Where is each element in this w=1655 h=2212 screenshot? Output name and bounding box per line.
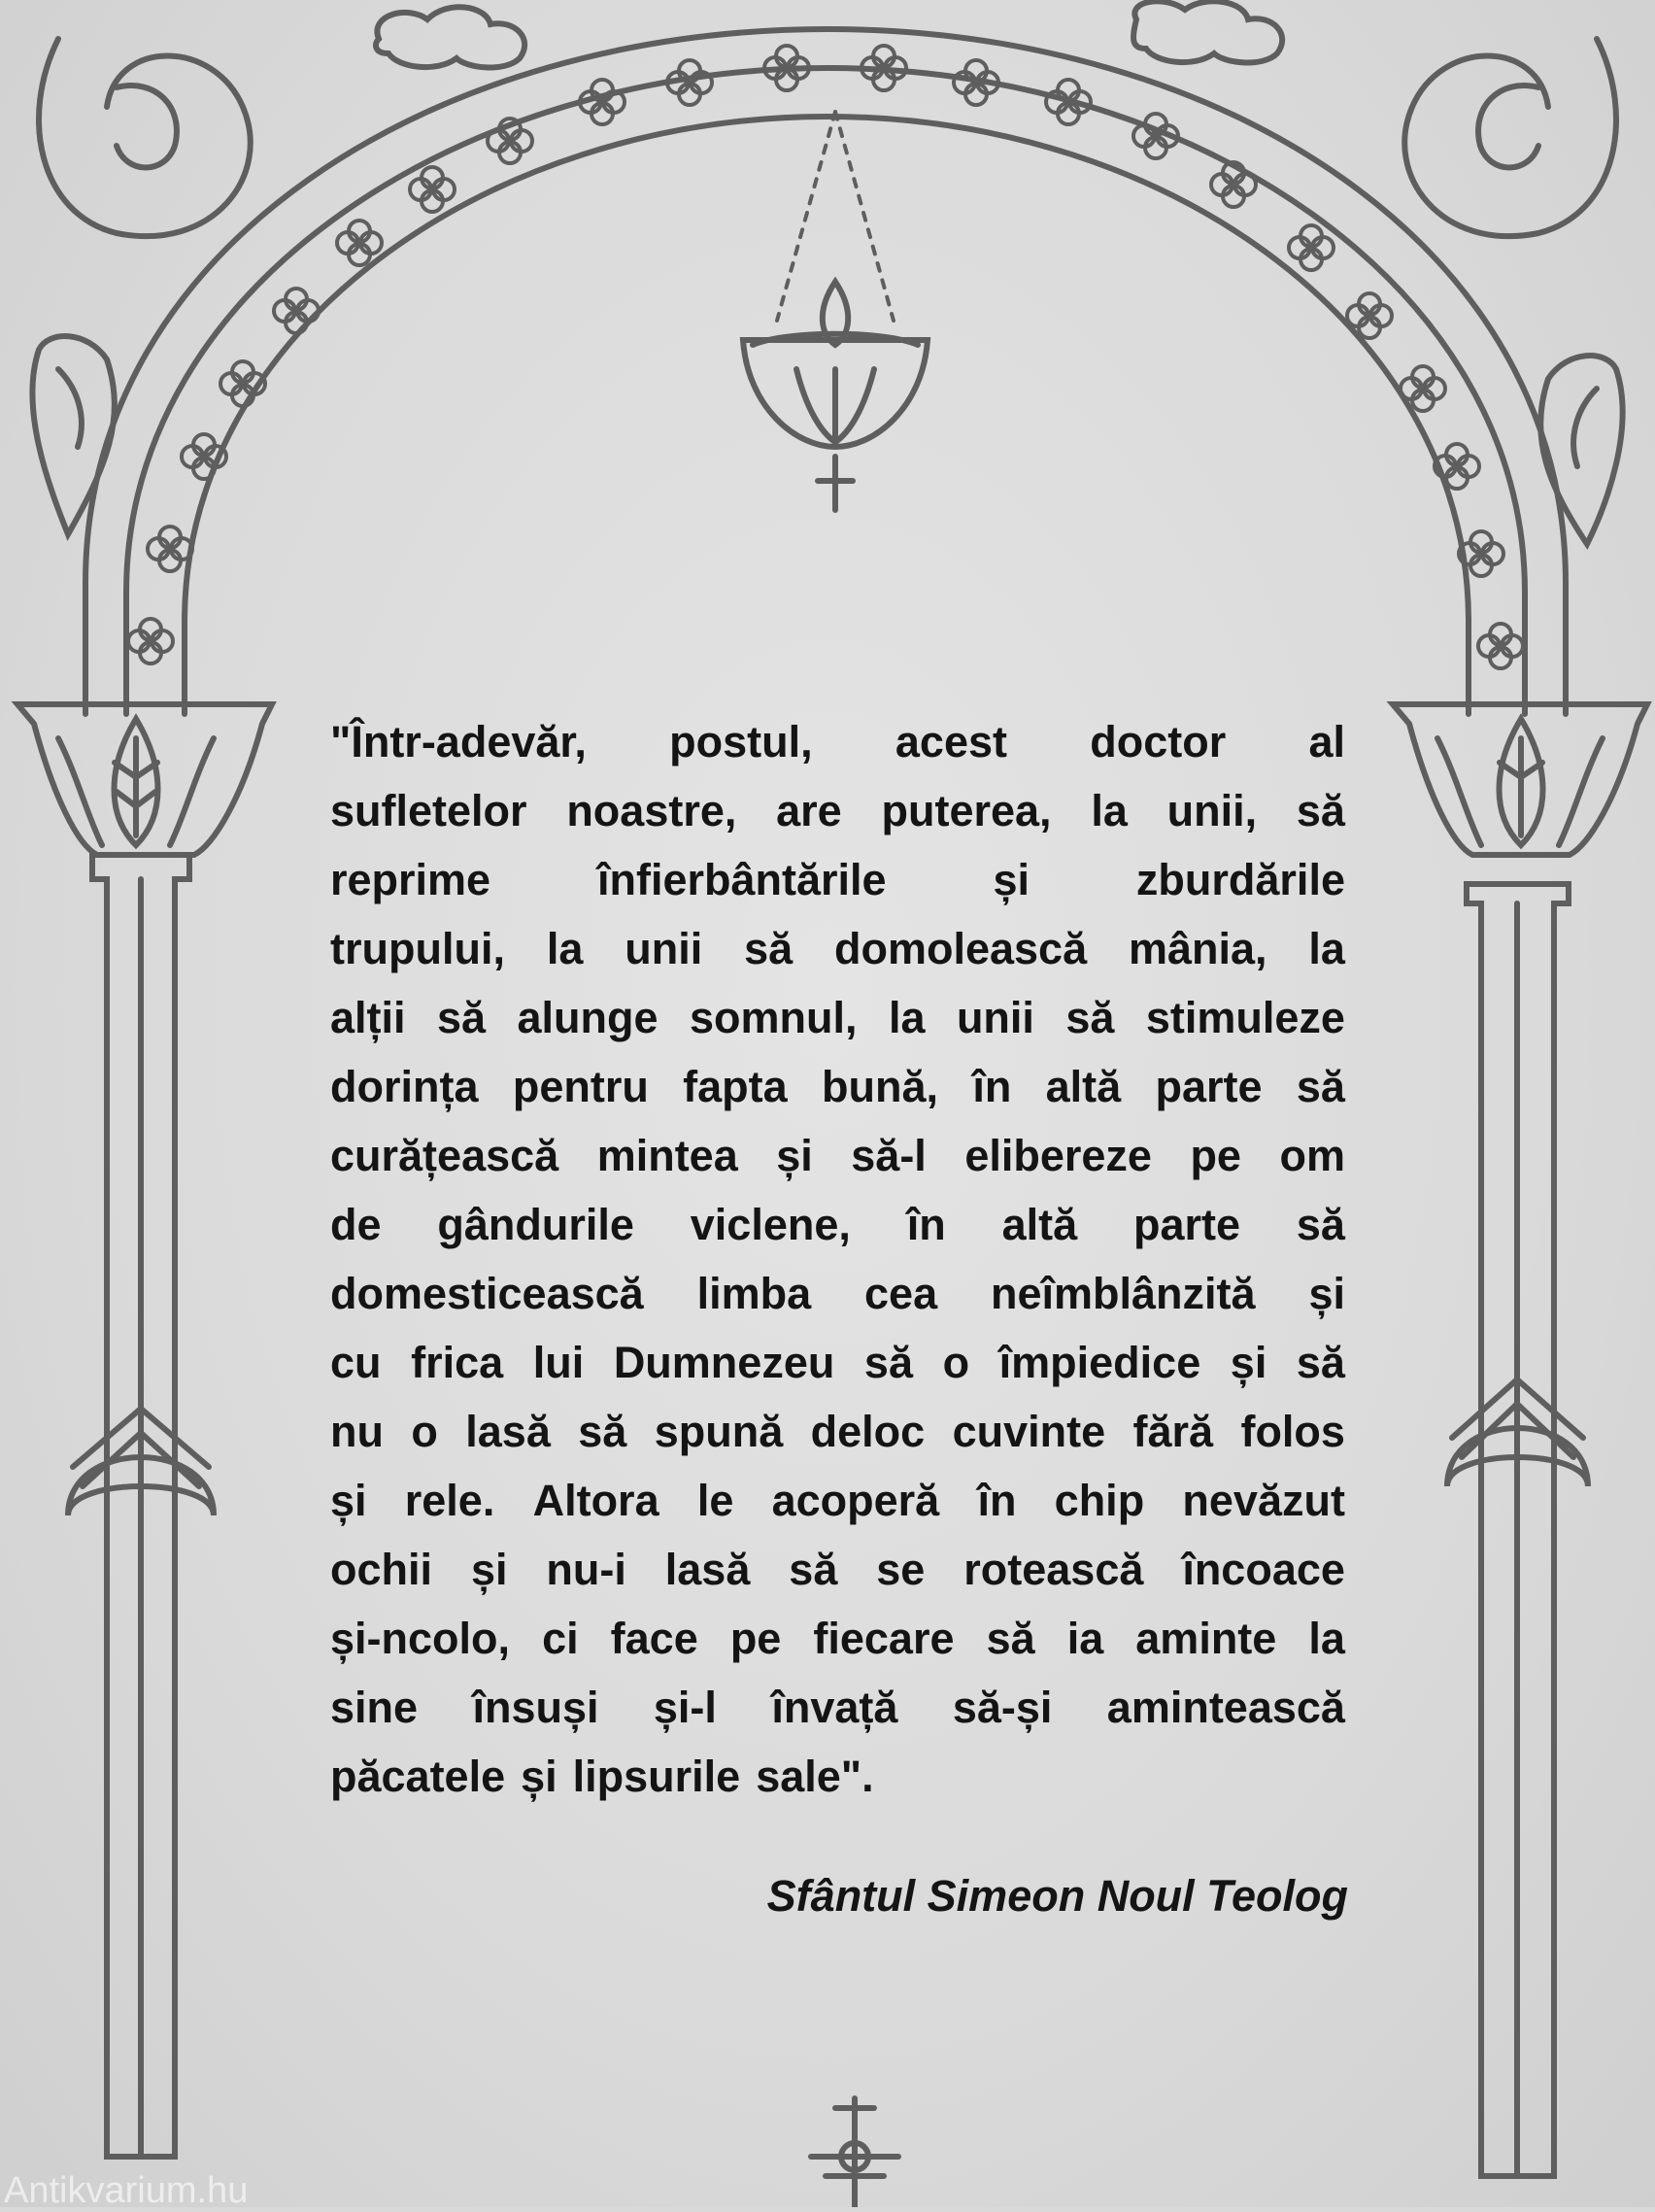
word: ochii: [330, 1545, 433, 1594]
quote-line: [330, 1673, 1345, 1742]
word: să: [1065, 993, 1115, 1042]
word: să: [436, 993, 487, 1042]
word: domolească: [833, 924, 1088, 973]
word: aminte: [1135, 1614, 1277, 1663]
quote-line: [330, 1259, 1345, 1328]
word: să: [1296, 1200, 1345, 1249]
word: să: [578, 1407, 627, 1456]
word: rele.: [404, 1476, 495, 1525]
arch-inner-band: [185, 117, 1469, 714]
word: și: [330, 1476, 367, 1525]
word: rotească: [963, 1545, 1144, 1594]
quote-line: [330, 776, 1345, 845]
word: pe: [729, 1614, 782, 1663]
word: acoperă: [771, 1476, 940, 1525]
word: altă: [1001, 1200, 1078, 1249]
word: cea: [864, 1269, 938, 1318]
word: o: [942, 1338, 970, 1387]
word: face: [610, 1614, 698, 1663]
word: lipsurile: [572, 1752, 741, 1801]
word: lui: [532, 1338, 585, 1387]
word: încoace: [1182, 1545, 1345, 1594]
word: cuvinte: [952, 1407, 1106, 1456]
quote-line: [330, 707, 1345, 776]
word: neîmblânzită: [991, 1269, 1256, 1318]
word: postul,: [669, 717, 813, 766]
word: la: [1308, 1614, 1345, 1663]
word: și: [993, 855, 1030, 904]
word: să-l: [851, 1131, 927, 1180]
word: curățească: [330, 1131, 559, 1180]
quote-line: [330, 1466, 1345, 1535]
word: pe: [1190, 1131, 1241, 1180]
word: mânia,: [1128, 924, 1267, 973]
quote-line: [330, 1535, 1345, 1604]
arch-outer-band: [85, 29, 1566, 714]
word: ci: [542, 1614, 579, 1663]
word: lasă: [465, 1407, 551, 1456]
word: să: [986, 1614, 1035, 1663]
word: se: [876, 1545, 926, 1594]
word: are: [776, 786, 842, 835]
word: reprime: [330, 855, 491, 904]
word: bună,: [822, 1062, 938, 1111]
word: fără: [1132, 1407, 1214, 1456]
word: limba: [696, 1269, 812, 1318]
word: "Într-adevăr,: [330, 717, 587, 766]
quote-author: Sfântul Simeon Noul Teolog: [766, 1871, 1348, 1921]
word: unii: [625, 924, 703, 973]
arch-flower-roundels: [128, 46, 1523, 668]
word: folos: [1240, 1407, 1345, 1456]
word: de: [330, 1200, 382, 1249]
word: pentru: [512, 1062, 649, 1111]
word: nu-i: [546, 1545, 626, 1594]
word: să: [1296, 1338, 1345, 1387]
word: acest: [895, 717, 1007, 766]
word: să: [1296, 1062, 1345, 1111]
word: la: [1091, 786, 1128, 835]
quote-text: [330, 707, 1345, 1811]
word: domesticească: [330, 1269, 644, 1318]
word: în: [972, 1062, 1012, 1111]
word: înfierbântările: [597, 855, 887, 904]
word: altă: [1045, 1062, 1122, 1111]
word: viclene,: [690, 1200, 851, 1249]
word: gândurile: [437, 1200, 634, 1249]
quote-line: [330, 914, 1345, 983]
word: le: [696, 1476, 734, 1525]
word: și: [470, 1545, 508, 1594]
word: al: [1308, 717, 1345, 766]
word: la: [546, 924, 584, 973]
word: și-ncolo,: [330, 1614, 511, 1663]
word: spună: [654, 1407, 784, 1456]
word: să: [789, 1545, 838, 1594]
word: fapta: [683, 1062, 788, 1111]
quote-line: [330, 1328, 1345, 1397]
word: unii: [956, 993, 1034, 1042]
quote-line: [330, 1604, 1345, 1673]
word: parte: [1155, 1062, 1263, 1111]
word: să: [744, 924, 794, 973]
quote-line: [330, 1742, 1345, 1811]
word: să: [1296, 786, 1345, 835]
word: păcatele: [330, 1752, 506, 1801]
word: și-l: [653, 1683, 717, 1732]
word: și: [1230, 1338, 1267, 1387]
word: trupului,: [330, 924, 505, 973]
word: Dumnezeu: [613, 1338, 835, 1387]
word: la: [888, 993, 926, 1042]
word: mintea: [596, 1131, 738, 1180]
word: stimuleze: [1145, 993, 1345, 1042]
word: parte: [1133, 1200, 1241, 1249]
word: cu: [330, 1338, 382, 1387]
quote-line: [330, 983, 1345, 1052]
word: frica: [411, 1338, 504, 1387]
arch-middle-band: [126, 68, 1525, 714]
word: nevăzut: [1182, 1476, 1345, 1525]
word: unii,: [1166, 786, 1258, 835]
word: nu: [330, 1407, 384, 1456]
word: să: [863, 1338, 913, 1387]
word: sale".: [756, 1752, 874, 1801]
word: fiecare: [813, 1614, 955, 1663]
word: puterea,: [881, 786, 1052, 835]
quote-line: [330, 845, 1345, 914]
watermark: Antikvarium.hu: [4, 2170, 249, 2211]
word: doctor: [1090, 717, 1227, 766]
word: la: [1308, 924, 1345, 973]
word: ia: [1066, 1614, 1104, 1663]
word: și: [1308, 1269, 1345, 1318]
word: elibereze: [964, 1131, 1152, 1180]
word: somnul,: [689, 993, 858, 1042]
word: noastre,: [566, 786, 737, 835]
word: Altora: [532, 1476, 659, 1525]
word: chip: [1054, 1476, 1145, 1525]
word: dorința: [330, 1062, 479, 1111]
word: lasă: [664, 1545, 751, 1594]
word: și: [776, 1131, 813, 1180]
word: în: [906, 1200, 946, 1249]
word: învață: [771, 1683, 898, 1732]
word: alții: [330, 993, 406, 1042]
word: om: [1279, 1131, 1345, 1180]
word: sufletelor: [330, 786, 527, 835]
word: zburdările: [1135, 855, 1345, 904]
word: și: [521, 1752, 557, 1801]
quote-line: [330, 1397, 1345, 1466]
word: sine: [330, 1683, 419, 1732]
quote-line: [330, 1121, 1345, 1190]
word: să-și: [952, 1683, 1053, 1732]
word: în: [977, 1476, 1017, 1525]
bottom-cross: [811, 2098, 898, 2207]
word: deloc: [810, 1407, 926, 1456]
word: alunge: [517, 993, 659, 1042]
word: amintească: [1106, 1683, 1345, 1732]
word: o: [411, 1407, 438, 1456]
word: împiedice: [998, 1338, 1201, 1387]
quote-line: [330, 1052, 1345, 1121]
quote-line: [330, 1190, 1345, 1259]
word: însuși: [472, 1683, 599, 1732]
